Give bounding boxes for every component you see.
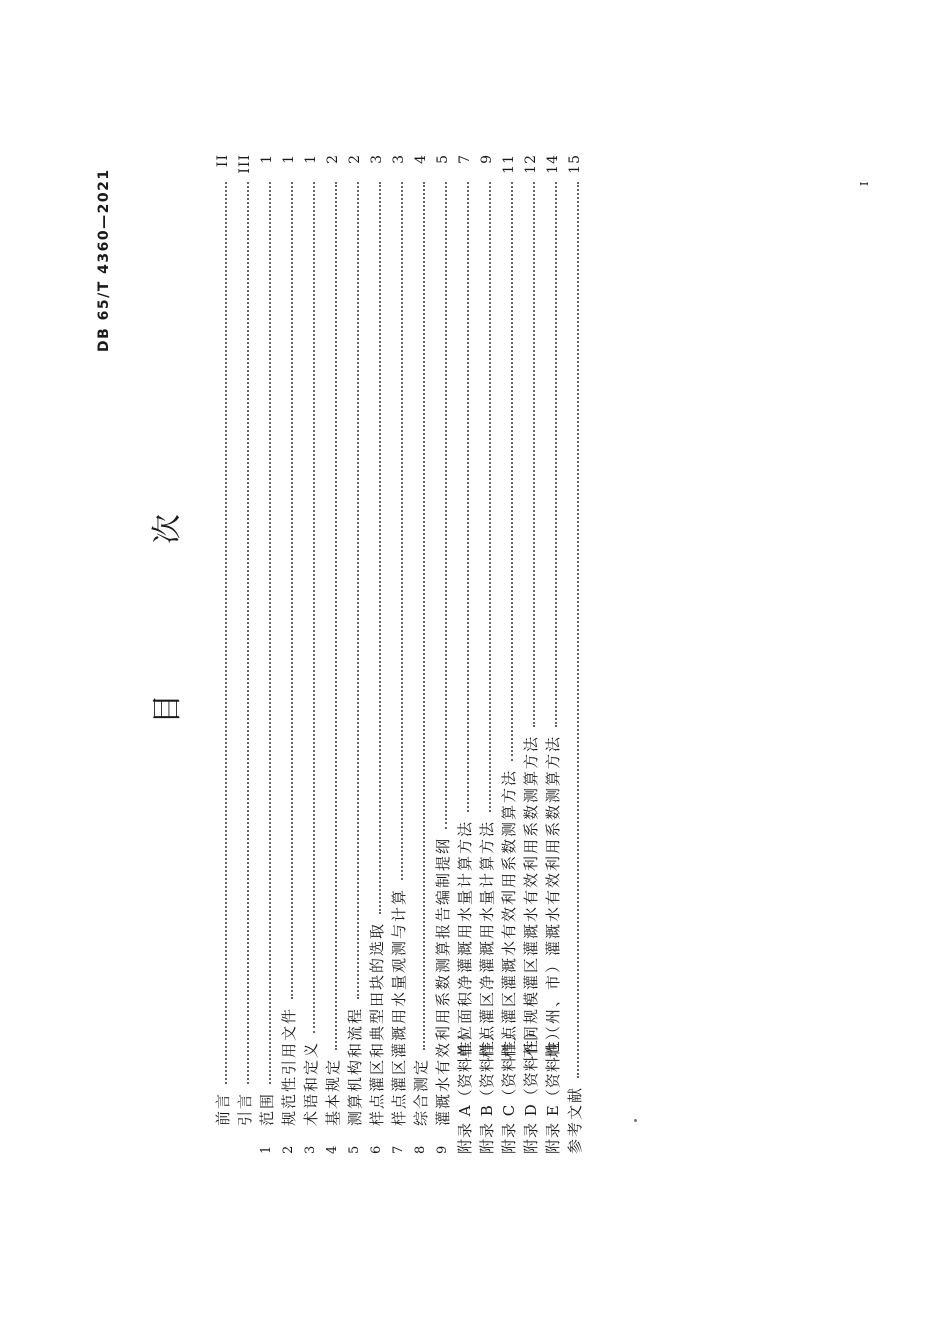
dot-leader <box>357 182 359 999</box>
appendix-label: 地（州、市）灌溉水有效利用系数测算方法 <box>544 734 562 1058</box>
toc-entry-water-observation[interactable] <box>386 154 408 1154</box>
toc-entry-introduction[interactable] <box>232 154 254 1154</box>
toc-entry-label: 样点灌区和典型田块的选取 <box>368 921 386 1126</box>
dot-leader <box>423 182 425 1050</box>
toc-entry-page: 2 <box>325 154 341 164</box>
toc-entry-page: 3 <box>369 154 385 164</box>
toc-entry-number: 4 <box>325 1145 340 1154</box>
toc-entry-references[interactable] <box>562 154 584 1154</box>
dot-leader <box>379 182 381 914</box>
appendix-page: 12 <box>523 154 539 174</box>
appendix-tag: 附录 E（资料性） <box>544 1024 562 1154</box>
toc-entry-organization[interactable] <box>342 154 364 1154</box>
appendix-page: 9 <box>479 154 495 164</box>
toc-entry-label: 测算机构和流程 <box>346 1006 364 1126</box>
appendix-page: 7 <box>457 154 473 164</box>
appendix-page: 11 <box>501 154 517 174</box>
toc-entry-page: 4 <box>413 154 429 164</box>
toc-entry-foreword[interactable] <box>210 154 232 1154</box>
dot-leader <box>269 182 271 1084</box>
toc-entry-number: 3 <box>303 1145 318 1154</box>
dot-leader <box>291 182 293 999</box>
dot-leader <box>577 182 579 1078</box>
toc-entry-scope[interactable] <box>254 154 276 1154</box>
toc-entry-number: 9 <box>435 1145 450 1154</box>
toc-entry-sample-selection[interactable] <box>364 154 386 1154</box>
appendix-tag: 附录 B（资料性） <box>478 1024 496 1154</box>
toc-entry-page: 1 <box>281 154 297 164</box>
toc-entry-page: 2 <box>347 154 363 164</box>
toc-appendix-a[interactable] <box>452 154 474 1154</box>
toc-entry-label: 范围 <box>258 1091 276 1126</box>
toc-appendix-d[interactable] <box>518 154 540 1154</box>
toc-entry-comprehensive[interactable] <box>408 154 430 1154</box>
toc-entry-label: 前言 <box>214 1091 232 1126</box>
toc-entry-page: 1 <box>303 154 319 164</box>
dot-leader <box>467 182 469 812</box>
dot-leader <box>401 182 403 880</box>
toc-entry-terms[interactable] <box>298 154 320 1154</box>
dot-leader <box>335 182 337 1050</box>
toc-entry-label: 术语和定义 <box>302 1040 320 1126</box>
toc-entry-label: 样点灌区灌溉用水量观测与计算 <box>390 887 408 1126</box>
toc-entry-page: 3 <box>391 154 407 164</box>
toc-entry-label: 灌溉水有效利用系数测算报告编制提纲 <box>434 836 452 1126</box>
dot-leader <box>225 182 227 1084</box>
toc-entry-number: 7 <box>391 1145 406 1154</box>
toc-entry-number: 6 <box>369 1145 384 1154</box>
appendix-tag: 附录 C（资料性） <box>500 1023 518 1154</box>
toc-entry-page: 1 <box>259 154 275 164</box>
toc-appendix-e[interactable] <box>540 154 562 1154</box>
toc-entry-report-outline[interactable] <box>430 154 452 1154</box>
toc-appendix-c[interactable] <box>496 154 518 1154</box>
dot-leader <box>445 182 447 829</box>
appendix-tag: 附录 D（资料性） <box>522 1023 540 1154</box>
toc-entry-page: III <box>237 154 253 174</box>
dot-leader <box>511 182 513 761</box>
page-title: 目 次 <box>150 454 185 724</box>
toc-entry-number: 2 <box>281 1145 296 1154</box>
scan-speck <box>634 1119 637 1122</box>
toc-entry-number: 8 <box>413 1145 428 1154</box>
appendix-page: 14 <box>545 154 561 174</box>
toc-entry-basic-rules[interactable] <box>320 154 342 1154</box>
toc-entry-label: 参考文献 <box>566 1085 584 1154</box>
dot-leader <box>489 182 491 812</box>
toc-entry-page: 5 <box>435 154 451 164</box>
toc-entry-page: 15 <box>567 154 583 174</box>
dot-leader <box>313 182 315 1033</box>
appendix-label: 样点灌区灌溉水有效利用系数测算方法 <box>500 768 518 1058</box>
appendix-label: 单位面积净灌溉用水量计算方法 <box>456 819 474 1058</box>
appendix-label: 样点灌区净灌溉用水量计算方法 <box>478 819 496 1058</box>
toc-entry-label: 综合测定 <box>412 1057 430 1126</box>
toc-entry-label: 规范性引用文件 <box>280 1006 298 1126</box>
toc-entry-page: II <box>215 154 231 168</box>
toc-entry-label: 基本规定 <box>324 1057 342 1126</box>
toc-entry-normative-references[interactable] <box>276 154 298 1154</box>
toc-entry-number: 1 <box>259 1145 274 1154</box>
toc-entry-label: 引言 <box>236 1091 254 1126</box>
toc-entry-number: 5 <box>347 1145 362 1154</box>
dot-leader <box>533 182 535 727</box>
dot-leader <box>247 182 249 1084</box>
appendix-tag: 附录 A（资料性） <box>456 1024 474 1154</box>
dot-leader <box>555 182 557 727</box>
page-folio: I <box>858 181 871 186</box>
toc-appendix-b[interactable] <box>474 154 496 1154</box>
appendix-label: 不同规模灌区灌溉水有效利用系数测算方法 <box>522 734 540 1058</box>
document-code: DB 65/T 4360—2021 <box>96 168 112 352</box>
